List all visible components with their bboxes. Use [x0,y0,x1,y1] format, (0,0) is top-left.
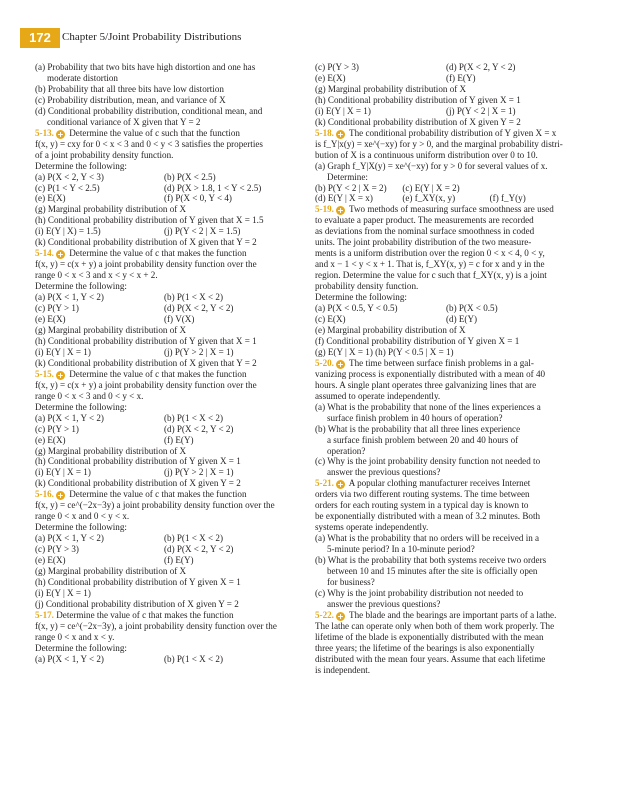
text-line: f(x, y) = cxy for 0 < x < 3 and 0 < y < 3 satisfies the properties [35,138,263,149]
text-line: f(x, y) = ce^(−2x−3y), a joint probability density function over the [35,620,277,631]
problem-heading [315,204,577,215]
problem-heading [315,128,577,139]
text-line: f(x, y) = ce^(−2x−3y) a joint probability density function over the [35,500,275,511]
text-line: f(x, y) = c(x + y) a joint probability density function over the [35,259,257,270]
answer-item: (i) E(Y | X) = 1.5) [35,226,101,237]
answer-item: (j) P(Y < 2 | X = 1) [446,105,516,116]
text-line: operation? [327,445,366,456]
text-line: three years; the lifetime of the bearings is also exponentially [315,642,535,653]
text-line: ments is a uniform distribution over the region 0 < x < 4, 0 < y, [315,248,545,259]
answer-triple [315,183,577,194]
answer-item: (f) E(Y) [446,72,476,83]
page-number: 172 [20,28,60,48]
text-line: (g) Marginal probability distribution of X [315,83,467,94]
answer-pair [315,62,577,73]
right-column [315,62,577,676]
text-line: systems operate independently. [315,522,429,533]
problem-text: The blade and the bearings are important parts of a lathe. [346,609,557,620]
text-line: (h) Conditional probability distribution of Y given that X = 1.5 [35,215,264,226]
text-line: (b) What is the probability that both systems receive two orders [315,555,547,566]
answer-pair [35,172,293,183]
text-line: (c) Probability distribution, mean, and variance of X [35,94,226,105]
text-line: lifetime of the blade is exponentially distributed with the mean [315,631,544,642]
text-line: Determine the following: [315,292,407,303]
text-line: Determine the following: [35,522,127,533]
answer-item: (e) E(X) [315,72,346,83]
text-line: Determine the following: [35,281,127,292]
problem-text: Determine the value of c that makes the function [66,368,247,379]
answer-pair [35,555,293,566]
answer-item [490,183,577,194]
text-line: Determine: [327,171,368,182]
text-line: (a) What is the probability that no orders will be received in a [315,533,540,544]
answer-pair [35,533,293,544]
answer-pair [35,413,293,424]
answer-pair [315,347,577,358]
answer-item: (i) E(Y | X = 1) [35,346,91,357]
text-line: (a) Graph f_Y|X(y) = xe^(−xy) for y > 0 for several values of x. [315,160,548,171]
text-line: for business? [327,576,375,587]
text-line: The lathe can operate only when both of them work properly. The [315,620,555,631]
left-column [35,62,293,665]
answer-pair [35,424,293,435]
answer-item: (b) P(1 < X < 2) [164,292,224,303]
text-line: (b) Probability that all three bits have low distortion [35,83,224,94]
answer-item: (e) E(X) [35,193,66,204]
answer-item: (c) P(Y > 3) [35,544,79,555]
problem-number: 5-22. [315,609,334,620]
plus-circle-icon: + [57,491,64,501]
answer-pair [315,303,577,314]
answer-item: (c) P(Y > 1) [35,303,79,314]
answer-item: (d) P(X < 2, Y < 2) [446,62,516,72]
chapter-title: Chapter 5/Joint Probability Distributions [62,31,242,43]
answer-item: (d) P(X < 2, Y < 2) [164,544,234,555]
problem-number: 5-16. [35,489,54,500]
answer-item: (b) P(X < 2.5) [164,171,216,182]
problem-text: The time between surface finish problems in a gal- [346,357,534,368]
answer-item: (c) P(Y > 1) [35,423,79,434]
answer-item: (b) P(1 < X < 2) [164,533,224,544]
answer-item: (a) P(X < 1, Y < 2) [35,292,104,303]
text-line: Determine the following: [35,401,127,412]
answer-pair [315,106,577,117]
text-line: (g) Marginal probability distribution of X [35,324,187,335]
answer-item: (d) P(X < 2, Y < 2) [164,303,234,314]
problem-text: Two methods of measuring surface smoothness are used [346,204,554,215]
text-line: (g) Marginal probability distribution of X [35,204,187,215]
answer-item: (a) P(X < 1, Y < 2) [35,533,104,544]
answer-item: (c) P(1 < Y < 2.5) [35,182,100,193]
text-line: (h) Conditional probability distribution of Y given X = 1 [35,576,241,587]
problem-number: 5-13. [35,127,54,138]
answer-pair [35,303,293,314]
answer-item: (d) P(X < 2, Y < 2) [164,423,234,434]
answer-item: (a) P(X < 1, Y < 2) [35,653,104,664]
answer-item: (e) E(X) [35,434,66,445]
answer-pair [35,183,293,194]
text-line: (g) Marginal probability distribution of X [35,445,187,456]
text-line: units. The joint probability distribution of the two measure- [315,237,532,248]
plus-circle-icon: + [337,611,344,621]
text-line: a surface finish problem between 20 and 40 hours of [327,434,519,445]
text-line: bution of X is a continuous uniform distribution over 0 to 10. [315,149,538,160]
text-line: surface finish problem in 40 hours of operation? [327,412,503,423]
text-line: be exponentially distributed with a mean of 3.2 minutes. Both [315,511,541,522]
answer-pair [35,314,293,325]
text-line: Determine the following: [35,642,127,653]
answer-pair [35,226,293,237]
text-line: distributed with the mean four years. Assume that each lifetime [315,653,546,664]
problem-heading [35,248,293,259]
text-line: (k) Conditional probability distribution of X given Y = 2 [315,116,521,127]
text-line: (j) Conditional probability distribution of X given Y = 2 [35,598,239,609]
text-line: (d) Conditional probability distribution, conditional mean, and [35,105,263,116]
text-line: (a) What is the probability that none of the lines experiences a [315,401,541,412]
answer-pair [35,654,293,665]
plus-circle-icon: + [337,206,344,216]
answer-item: (f) V(X) [164,314,195,325]
text-line: (a) Probability that two bits have high distortion and one has [35,62,256,72]
problem-heading [35,610,293,621]
text-line: region. Determine the value for c such that f_XY(x, y) is a joint [315,270,547,281]
answer-item: (a) P(X < 1, Y < 2) [35,412,104,423]
text-line: (c) Why is the joint probability distribution not needed to [315,587,524,598]
text-line: to evaluate a paper product. The measurements are recorded [315,215,534,226]
text-line: is independent. [315,664,371,675]
answer-item: (b) P(1 < X < 2) [164,412,224,423]
answer-pair [315,73,577,84]
problem-text: Determine the value of c that makes the function [53,609,234,620]
text-line: f(x, y) = c(x + y) a joint probability density function over the [35,379,257,390]
answer-pair [35,544,293,555]
problem-text: Determine the value of c that makes the function [66,248,247,259]
answer-item: (d) P(X > 1.8, 1 < Y < 2.5) [164,182,262,193]
text-line: (h) Conditional probability distribution of Y given X = 1 [35,456,241,467]
answer-item: (g) E(Y | X = 1) (h) P(Y < 0.5 | X = 1) [315,346,454,357]
answer-item: (j) P(Y > 2 | X = 1) [164,346,234,357]
problem-heading [315,610,577,621]
text-line: probability density function. [315,281,419,292]
text-line: 5-minute period? In a 10-minute period? [327,544,475,555]
answer-item: (a) P(X < 0.5, Y < 0.5) [315,303,398,314]
problem-text: Determine the value of c such that the function [66,127,240,138]
problem-number: 5-19. [315,204,334,215]
plus-circle-icon: + [57,129,64,139]
problem-number: 5-20. [315,357,334,368]
text-line: conditional variance of X given that Y = 2 [47,116,201,127]
answer-pair [35,193,293,204]
text-line: (h) Conditional probability distribution of Y given X = 1 [315,94,521,105]
text-line: between 10 and 15 minutes after the site is officially open [327,566,538,577]
text-line: vanizing process is exponentially distributed with a mean of 40 [315,368,546,379]
text-line: of a joint probability density function. [35,149,174,160]
answer-item: (c) E(X) [315,314,346,325]
problem-number: 5-15. [35,368,54,379]
plus-circle-icon: + [337,480,344,490]
problem-heading [35,128,293,139]
plus-circle-icon: + [337,129,344,139]
problem-text: The conditional probability distribution of Y given X = x [346,127,557,138]
answer-triple [315,193,577,204]
answer-item: (a) P(X < 2, Y < 3) [35,171,104,182]
text-line: moderate distortion [47,72,118,83]
answer-item: (b) P(X < 0.5) [446,303,498,314]
text-line: range 0 < x < 3 and 0 < y < x. [35,390,144,401]
answer-item: (e) f_XY(x, y) [402,193,456,204]
text-line: orders via two different routing systems. The time between [315,489,530,500]
text-line: (k) Conditional probability distribution of X given that Y = 2 [35,237,257,248]
answer-pair [35,467,293,478]
text-line: (i) E(Y | X = 1) [35,587,91,598]
answer-item: (f) E(Y) [164,434,194,445]
text-line: Determine the following: [35,160,127,171]
problem-number: 5-17. [35,609,54,620]
text-line: range 0 < x < 3 and x < y < x + 2. [35,270,158,281]
text-line: answer the previous questions? [327,598,441,609]
answer-item: (d) E(Y) [446,314,478,325]
answer-item: (j) P(Y > 2 | X = 1) [164,467,234,478]
text-line: (g) Marginal probability distribution of X [35,566,187,577]
problem-heading [315,358,577,369]
answer-pair [315,314,577,325]
answer-item: (i) E(Y | X = 1) [315,105,371,116]
answer-item: (e) E(X) [35,314,66,325]
answer-pair [35,435,293,446]
answer-pair [35,292,293,303]
text-line: (f) Conditional probability distribution of Y given X = 1 [315,335,520,346]
answer-item: (f) f_Y(y) [489,193,526,204]
answer-item: (f) E(Y) [164,555,194,566]
problem-text: Determine the value of c that makes the function [66,489,247,500]
problem-heading [35,369,293,380]
problem-number: 5-18. [315,127,334,138]
text-line: range 0 < x and x < y. [35,631,115,642]
text-line: (k) Conditional probability distribution of X given Y = 2 [35,478,241,489]
text-line: orders for each routing system in a typical day is known to [315,500,529,511]
page-header [0,0,639,48]
text-line: range 0 < x and 0 < y < x. [35,511,130,522]
answer-pair [35,347,293,358]
answer-item: (j) P(Y < 2 | X = 1.5) [164,226,241,237]
answer-item: (b) P(1 < X < 2) [164,653,224,664]
text-line: is f_Y|x(y) = xe^(−xy) for y > 0, and the marginal probability distri- [315,138,563,149]
problem-number: 5-21. [315,478,334,489]
text-line: assumed to operate independently. [315,390,441,401]
answer-item: (e) E(X) [35,555,66,566]
text-line: (k) Conditional probability distribution of X given that Y = 2 [35,357,257,368]
answer-item: (c) E(Y | X = 2) [402,182,460,193]
text-line: hours. A single plant operates three galvanizing lines that are [315,379,537,390]
answer-item: (d) E(Y | X = x) [315,193,373,204]
problem-heading [315,478,577,489]
problem-number: 5-14. [35,248,54,259]
plus-circle-icon: + [57,370,64,380]
text-line: answer the previous questions? [327,467,441,478]
text-line: (b) What is the probability that all three lines experience [315,423,521,434]
text-line: (h) Conditional probability distribution of Y given that X = 1 [35,335,257,346]
plus-circle-icon: + [57,250,64,260]
plus-circle-icon: + [337,359,344,369]
answer-item: (c) P(Y > 3) [315,62,359,72]
problem-text: A popular clothing manufacturer receives Internet [346,478,531,489]
text-line: as deviations from the nominal surface smoothness in coded [315,226,535,237]
text-line: (c) Why is the joint probability density function not needed to [315,456,541,467]
answer-item: (f) P(X < 0, Y < 4) [164,193,232,204]
answer-item: (b) P(Y < 2 | X = 2) [315,182,387,193]
text-line: (e) Marginal probability distribution of X [315,324,466,335]
problem-heading [35,489,293,500]
text-line: and x − 1 < y < x + 1. That is, f_XY(x, y) = c for x and y in the [315,259,545,270]
answer-item: (i) E(Y | X = 1) [35,467,91,478]
